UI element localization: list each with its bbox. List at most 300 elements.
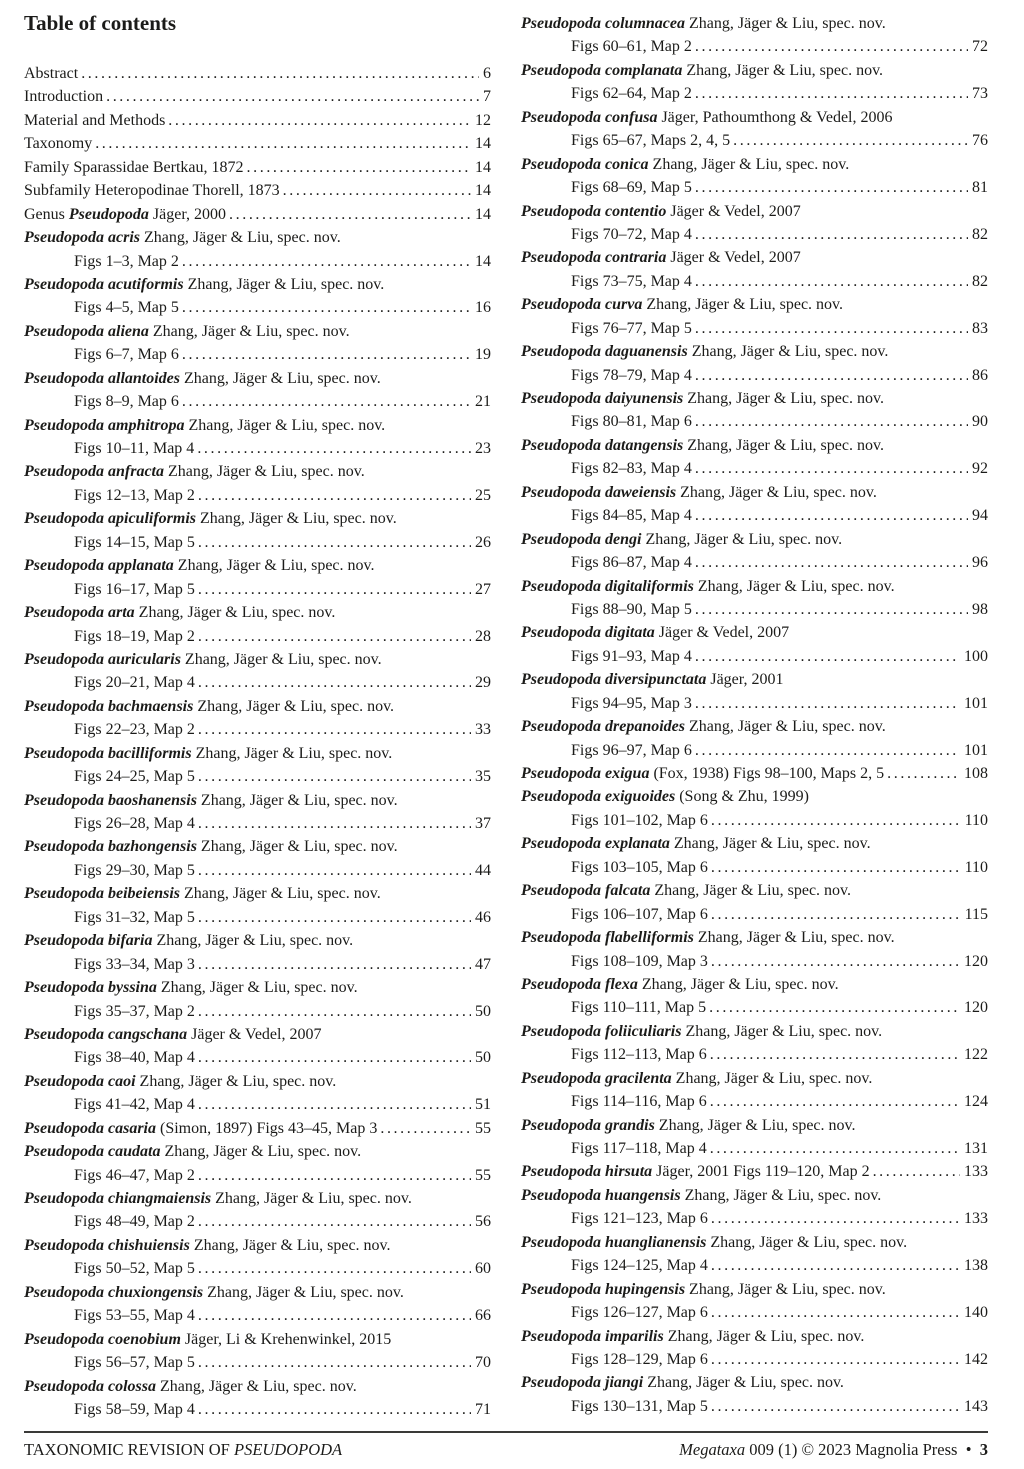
- text-segment: Genus: [24, 205, 69, 223]
- page-number: 92: [972, 460, 988, 478]
- text-segment: Figs 24–25, Map 5: [74, 768, 195, 786]
- text-segment: Zhang, Jäger & Liu, spec. nov.: [693, 929, 895, 947]
- text-segment: Figs 94–95, Map 3: [571, 694, 692, 712]
- dot-leader: [198, 625, 471, 648]
- toc-line-text: [521, 481, 877, 504]
- page-number: 133: [964, 1163, 988, 1181]
- dot-leader: [695, 223, 968, 246]
- text-segment: Zhang, Jäger & Liu, spec. nov.: [180, 885, 381, 903]
- toc-figs-line: [521, 35, 988, 58]
- text-segment: Pseudopoda apiculiformis: [24, 510, 197, 528]
- toc-line-text: [571, 410, 692, 433]
- dot-leader: [695, 35, 968, 58]
- toc-entry-line: [24, 414, 491, 437]
- dot-leader: [380, 1117, 471, 1140]
- toc-figs-line: [521, 1395, 988, 1418]
- toc-line-text: [571, 1301, 708, 1324]
- text-segment: Taxonomy: [24, 135, 93, 153]
- toc-line-text: [521, 832, 871, 855]
- page-number: 72: [972, 38, 988, 56]
- page-number: 133: [964, 1210, 988, 1228]
- text-segment: Zhang, Jäger & Liu, spec. nov.: [196, 838, 398, 856]
- text-segment: Pseudopoda daguanensis: [521, 343, 688, 361]
- text-segment: Pseudopoda digitaliformis: [521, 577, 694, 595]
- text-segment: Zhang, Jäger & Liu, spec. nov.: [650, 882, 852, 900]
- text-segment: Figs 50–52, Map 5: [74, 1260, 195, 1278]
- dot-leader: [695, 645, 960, 668]
- text-segment: Zhang, Jäger & Liu, spec. nov.: [685, 1280, 886, 1298]
- text-segment: Pseudopoda casaria: [24, 1119, 156, 1137]
- dot-leader: [198, 812, 471, 835]
- dot-leader: [283, 179, 471, 202]
- toc-entry-line: [521, 1067, 988, 1090]
- dot-leader: [182, 390, 471, 413]
- text-segment: Figs 1–3, Map 2: [74, 252, 179, 270]
- toc-figs-line: [521, 1137, 988, 1160]
- toc-entry-line: [521, 340, 988, 363]
- toc-line-text: [74, 1257, 195, 1280]
- text-segment: Pseudopoda exiguoides: [521, 788, 676, 806]
- page-number: 14: [475, 182, 491, 200]
- toc-line-text: [571, 270, 692, 293]
- toc-column-right: [521, 8, 988, 1418]
- text-segment: Jäger & Vedel, 2007: [654, 624, 790, 642]
- toc-line-text: [521, 621, 789, 644]
- text-segment: Figs 60–61, Map 2: [571, 38, 692, 56]
- text-segment: Figs 8–9, Map 6: [74, 393, 179, 411]
- toc-line-text: [521, 715, 886, 738]
- dot-leader: [695, 176, 968, 199]
- dot-leader: [873, 1160, 960, 1183]
- toc-figs-line: [521, 809, 988, 832]
- text-segment: Pseudopoda caudata: [24, 1143, 161, 1161]
- text-segment: Figs 20–21, Map 4: [74, 674, 195, 692]
- toc-entry-line: [521, 1371, 988, 1394]
- text-segment: Pseudopoda dengi: [521, 530, 642, 548]
- toc-figs-line: [24, 250, 491, 273]
- text-segment: Zhang, Jäger & Liu, spec. nov.: [189, 1236, 391, 1254]
- toc-entry-line: [24, 1140, 491, 1163]
- toc-line-text: [571, 645, 692, 668]
- dot-leader: [198, 484, 471, 507]
- dot-leader: [229, 203, 471, 226]
- text-segment: Zhang, Jäger & Liu, spec. nov.: [663, 1327, 865, 1345]
- page-number: 81: [972, 179, 988, 197]
- dot-leader: [198, 1000, 471, 1023]
- page-number: 51: [475, 1096, 491, 1114]
- text-segment: Pseudopoda chishuiensis: [24, 1236, 190, 1254]
- text-segment: Pseudopoda cangschana: [24, 1025, 188, 1043]
- text-segment: Family Sparassidae Bertkau, 1872: [24, 158, 244, 176]
- page-number: 76: [972, 132, 988, 150]
- toc-figs-line: [521, 996, 988, 1019]
- page-number: 29: [475, 674, 491, 692]
- text-segment: Figs 6–7, Map 6: [74, 346, 179, 364]
- toc-entry-line: [24, 507, 491, 530]
- text-segment: Figs 117–118, Map 4: [571, 1140, 707, 1157]
- toc-entry-line: [521, 1325, 988, 1348]
- toc-entry-line: [521, 528, 988, 551]
- text-segment: Zhang, Jäger & Liu, spec. nov.: [173, 557, 375, 575]
- toc-figs-line: [24, 625, 491, 648]
- toc-line-text: [74, 859, 195, 882]
- toc-line-text: [521, 762, 884, 785]
- text-segment: Zhang, Jäger & Liu, spec. nov.: [671, 1069, 873, 1087]
- text-segment: Pseudopoda aliena: [24, 322, 149, 340]
- text-segment: Jäger, 2001: [706, 671, 784, 689]
- dot-leader: [695, 317, 968, 340]
- text-segment: Figs 121–123, Map 6: [571, 1210, 708, 1228]
- text-segment: Figs 84–85, Map 4: [571, 507, 692, 525]
- page-number: 73: [972, 85, 988, 103]
- text-segment: Zhang, Jäger & Liu, spec. nov.: [642, 296, 844, 314]
- text-segment: Zhang, Jäger & Liu, spec. nov.: [683, 436, 884, 454]
- toc-line-text: [571, 950, 708, 973]
- text-segment: Zhang, Jäger & Liu, spec. nov.: [140, 229, 341, 247]
- text-segment: Pseudopoda chiangmaiensis: [24, 1190, 212, 1207]
- page-number: 14: [475, 135, 491, 153]
- text-segment: Zhang, Jäger & Liu, spec. nov.: [654, 1116, 856, 1134]
- toc-line-text: [24, 929, 353, 952]
- text-segment: Pseudopoda datangensis: [521, 436, 684, 454]
- text-segment: Pseudopoda exigua: [521, 765, 650, 782]
- toc-figs-line: [521, 1254, 988, 1277]
- text-segment: Pseudopoda allantoides: [24, 369, 181, 387]
- toc-entry-line: [24, 882, 491, 905]
- toc-line-text: [24, 156, 244, 179]
- toc-line-text: [74, 1093, 195, 1116]
- page-number: 44: [475, 861, 491, 879]
- toc-line-text: [74, 437, 194, 460]
- text-segment: Zhang, Jäger & Liu, spec. nov.: [641, 530, 843, 548]
- page-number: 55: [475, 1119, 491, 1137]
- toc-line-text: [571, 176, 692, 199]
- toc-figs-line: [521, 645, 988, 668]
- text-segment: Zhang, Jäger & Liu, spec. nov.: [196, 510, 397, 528]
- toc-line-text: [74, 1210, 195, 1233]
- text-segment: Zhang, Jäger & Liu, spec. nov.: [148, 322, 350, 340]
- toc-line-text: [24, 1140, 361, 1163]
- text-segment: Figs 33–34, Map 3: [74, 955, 195, 973]
- toc-line-text: [74, 484, 195, 507]
- page-number: 143: [964, 1397, 988, 1415]
- toc-line-text: [74, 1398, 195, 1421]
- dot-leader: [182, 296, 471, 319]
- page-number: 120: [964, 999, 988, 1017]
- page-number: 82: [972, 225, 988, 243]
- text-segment: Figs 65–67, Maps 2, 4, 5: [571, 132, 731, 150]
- toc-line-text: [24, 789, 398, 812]
- toc-line-text: [24, 976, 358, 999]
- text-segment: Pseudopoda gracilenta: [521, 1069, 672, 1087]
- toc-line-text: [521, 106, 893, 129]
- toc-figs-line: [24, 437, 491, 460]
- toc-line-text: [24, 1234, 391, 1257]
- text-segment: Figs 22–23, Map 2: [74, 721, 195, 739]
- toc-figs-line: [24, 531, 491, 554]
- toc-figs-line: [521, 692, 988, 715]
- text-segment: Pseudopoda columnacea: [521, 15, 685, 32]
- dot-leader: [198, 1093, 471, 1116]
- text-segment: Figs 96–97, Map 6: [571, 741, 692, 759]
- toc-entry-line: [521, 153, 988, 176]
- toc-line-text: [521, 434, 884, 457]
- text-segment: Pseudopoda contentio: [521, 202, 667, 220]
- dot-leader: [710, 1137, 960, 1160]
- toc-line-text: [24, 1281, 404, 1304]
- dot-leader: [198, 906, 471, 929]
- toc-entry-line: [521, 1184, 988, 1207]
- dot-leader: [695, 551, 968, 574]
- text-segment: Zhang, Jäger & Liu, spec. nov.: [693, 577, 895, 595]
- text-segment: Zhang, Jäger & Liu, spec. nov.: [156, 979, 358, 997]
- toc-line-text: [74, 1046, 195, 1069]
- toc-figs-line: [521, 1043, 988, 1066]
- toc-entry-line: [521, 1020, 988, 1043]
- toc-entry-line: [521, 1114, 988, 1137]
- page-footer: [24, 1431, 988, 1460]
- page-number: 6: [483, 65, 491, 82]
- toc-line-text: [74, 250, 179, 273]
- text-segment: Zhang, Jäger & Liu, spec. nov.: [180, 650, 382, 668]
- dot-leader: [695, 82, 968, 105]
- toc-entry-line: [521, 293, 988, 316]
- toc-figs-line: [24, 296, 491, 319]
- dot-leader: [81, 62, 479, 85]
- text-segment: Zhang, Jäger & Liu, spec. nov.: [648, 155, 850, 173]
- toc-entry-line: [24, 976, 491, 999]
- toc-figs-line: [24, 1093, 491, 1116]
- dot-leader: [695, 410, 968, 433]
- text-segment: Jäger, Li & Krehenwinkel, 2015: [180, 1330, 392, 1348]
- page-number: 140: [964, 1304, 988, 1322]
- toc-line-text: [24, 1023, 321, 1046]
- toc-figs-line: [521, 317, 988, 340]
- text-segment: Figs 26–28, Map 4: [74, 815, 195, 832]
- page-number: 100: [964, 647, 988, 665]
- toc-line-text: [571, 996, 706, 1019]
- toc-entry-line: [521, 762, 988, 785]
- text-segment: Zhang, Jäger & Liu, spec. nov.: [637, 975, 839, 993]
- page-number: 131: [964, 1140, 988, 1157]
- toc-entry-line: [24, 367, 491, 390]
- toc-line-text: [74, 343, 179, 366]
- toc-figs-line: [24, 484, 491, 507]
- text-segment: Pseudopoda foliiculiaris: [521, 1022, 682, 1040]
- toc-entry-line: [24, 109, 491, 132]
- text-segment: Figs 103–105, Map 6: [571, 858, 708, 876]
- text-segment: Figs 124–125, Map 4: [571, 1257, 708, 1275]
- page-number: 55: [475, 1166, 491, 1184]
- toc-entry-line: [24, 132, 491, 155]
- toc-line-text: [521, 1231, 907, 1254]
- text-segment: Pseudopoda chuxiongensis: [24, 1283, 204, 1301]
- toc-entry-line: [521, 973, 988, 996]
- toc-entry-line: [24, 320, 491, 343]
- text-segment: Figs 16–17, Map 5: [74, 580, 195, 598]
- toc-line-text: [521, 200, 801, 223]
- toc-entry-line: [521, 1231, 988, 1254]
- toc-line-text: [24, 507, 397, 530]
- toc-line-text: [24, 554, 374, 577]
- text-segment: Pseudopoda digitata: [521, 624, 655, 642]
- page-number: 26: [475, 533, 491, 551]
- text-segment: Zhang, Jäger & Liu, spec. nov.: [643, 1374, 844, 1392]
- text-segment: Pseudopoda bacilliformis: [24, 744, 192, 762]
- toc-line-text: [24, 695, 394, 718]
- toc-entry-line: [521, 621, 988, 644]
- text-segment: Pseudopoda acutiformis: [24, 275, 184, 293]
- toc-figs-line: [24, 1046, 491, 1069]
- dot-leader: [198, 1351, 471, 1374]
- text-segment: Figs 88–90, Map 5: [571, 600, 692, 618]
- toc-line-text: [521, 293, 843, 316]
- text-segment: Figs 78–79, Map 4: [571, 366, 692, 384]
- text-segment: Pseudopoda bazhongensis: [24, 838, 197, 856]
- toc-entry-line: [521, 575, 988, 598]
- toc-line-text: [24, 1117, 377, 1140]
- dot-leader: [198, 1398, 471, 1421]
- toc-line-text: [24, 367, 381, 390]
- text-segment: Pseudopoda curva: [521, 296, 643, 314]
- toc-entry-line: [24, 1070, 491, 1093]
- text-segment: Figs 82–83, Map 4: [571, 460, 692, 478]
- toc-entry-line: [24, 1375, 491, 1398]
- toc-line-text: [521, 387, 884, 410]
- text-segment: Figs 35–37, Map 2: [74, 1002, 195, 1020]
- page-number: 37: [475, 815, 491, 832]
- toc-figs-line: [521, 223, 988, 246]
- toc-line-text: [521, 668, 783, 691]
- text-segment: Pseudopoda contraria: [521, 249, 667, 267]
- page-number: 60: [475, 1260, 491, 1278]
- toc-line-text: [24, 742, 392, 765]
- toc-line-text: [521, 1184, 881, 1207]
- toc-figs-line: [521, 129, 988, 152]
- toc-figs-line: [24, 671, 491, 694]
- dot-leader: [247, 156, 471, 179]
- toc-figs-line: [521, 1348, 988, 1371]
- page-number: 21: [475, 393, 491, 411]
- toc-line-text: [24, 835, 398, 858]
- text-segment: Zhang, Jäger & Liu, spec. nov.: [135, 1072, 337, 1090]
- toc-figs-line: [24, 1164, 491, 1187]
- toc-line-text: [24, 226, 341, 249]
- toc-line-text: [571, 223, 692, 246]
- page-number: 16: [475, 299, 491, 317]
- text-segment: Megataxa: [679, 1440, 746, 1459]
- text-segment: Jäger, 2000: [148, 205, 227, 223]
- page-number: 101: [964, 741, 988, 759]
- text-segment: Jäger & Vedel, 2007: [666, 249, 801, 267]
- dot-leader: [198, 531, 471, 554]
- dot-leader: [198, 718, 471, 741]
- page-number: 14: [475, 158, 491, 176]
- toc-line-text: [521, 575, 895, 598]
- dot-leader: [709, 996, 960, 1019]
- page-number: 122: [964, 1046, 988, 1064]
- dot-leader: [168, 109, 471, 132]
- toc-line-text: [571, 504, 692, 527]
- text-segment: Zhang, Jäger & Liu, spec. nov.: [685, 718, 886, 736]
- text-segment: Figs 31–32, Map 5: [74, 908, 195, 926]
- toc-line-text: [571, 35, 692, 58]
- toc-figs-line: [24, 390, 491, 413]
- toc-line-text: [74, 531, 195, 554]
- page-number: 120: [964, 952, 988, 970]
- toc-line-text: [571, 1043, 707, 1066]
- toc-entry-line: [521, 879, 988, 902]
- page-number: 66: [475, 1307, 491, 1325]
- toc-line-text: [571, 1254, 708, 1277]
- toc-line-text: [24, 132, 92, 155]
- dot-leader: [711, 1301, 960, 1324]
- text-segment: Zhang, Jäger & Liu, spec. nov.: [180, 369, 381, 387]
- toc-line-text: [74, 390, 179, 413]
- text-segment: Jäger & Vedel, 2007: [666, 202, 801, 220]
- text-segment: Zhang, Jäger & Liu, spec. nov.: [193, 697, 395, 715]
- page-number: 71: [475, 1400, 491, 1418]
- toc-figs-line: [521, 504, 988, 527]
- text-segment: Pseudopoda grandis: [521, 1116, 655, 1134]
- text-segment: Figs 130–131, Map 5: [571, 1397, 708, 1415]
- text-segment: (Simon, 1897) Figs 43–45, Map 3: [156, 1119, 378, 1137]
- page-number: 28: [475, 627, 491, 645]
- toc-entry-line: [521, 481, 988, 504]
- toc-entry-line: [24, 1281, 491, 1304]
- text-segment: Pseudopoda drepanoides: [521, 718, 685, 736]
- toc-line-text: [24, 62, 78, 85]
- page-number: 33: [475, 721, 491, 739]
- toc-figs-line: [521, 1090, 988, 1113]
- dot-leader: [198, 1210, 471, 1233]
- toc-line-text: [571, 739, 692, 762]
- dot-leader: [198, 1304, 471, 1327]
- text-segment: Figs 114–116, Map 6: [571, 1093, 707, 1111]
- text-segment: Zhang, Jäger & Liu, spec. nov.: [196, 791, 398, 809]
- text-segment: Zhang, Jäger & Liu, spec. nov.: [184, 416, 386, 434]
- page-number: 35: [475, 768, 491, 786]
- toc-line-text: [521, 1160, 870, 1183]
- toc-line-text: [521, 1371, 844, 1394]
- text-segment: Figs 29–30, Map 5: [74, 861, 195, 879]
- toc-figs-line: [24, 1257, 491, 1280]
- footer-journal-info: [679, 1440, 988, 1460]
- text-segment: Pseudopoda anfracta: [24, 463, 164, 481]
- text-segment: Zhang, Jäger & Liu, spec. nov.: [183, 275, 385, 293]
- toc-line-text: [521, 246, 801, 269]
- text-segment: Pseudopoda acris: [24, 229, 140, 247]
- text-segment: Pseudopoda daiyunensis: [521, 390, 684, 407]
- text-segment: Pseudopoda auricularis: [24, 650, 181, 668]
- toc-line-text: [571, 364, 692, 387]
- text-segment: Pseudopoda huangensis: [521, 1186, 681, 1204]
- text-segment: Zhang, Jäger & Liu, spec. nov.: [134, 604, 336, 622]
- toc-entry-line: [521, 434, 988, 457]
- text-segment: Pseudopoda: [68, 205, 149, 223]
- text-segment: Zhang, Jäger & Liu, spec. nov.: [152, 932, 354, 950]
- page-number: 108: [964, 765, 988, 782]
- toc-entry-line: [521, 387, 988, 410]
- toc-line-text: [521, 1067, 872, 1090]
- toc-line-text: [74, 906, 195, 929]
- toc-figs-line: [24, 1210, 491, 1233]
- toc-figs-line: [521, 410, 988, 433]
- text-segment: Figs 53–55, Map 4: [74, 1307, 195, 1325]
- toc-line-text: [24, 203, 226, 226]
- text-segment: Zhang, Jäger & Liu, spec. nov.: [164, 463, 365, 481]
- text-segment: Pseudopoda coenobium: [24, 1330, 181, 1348]
